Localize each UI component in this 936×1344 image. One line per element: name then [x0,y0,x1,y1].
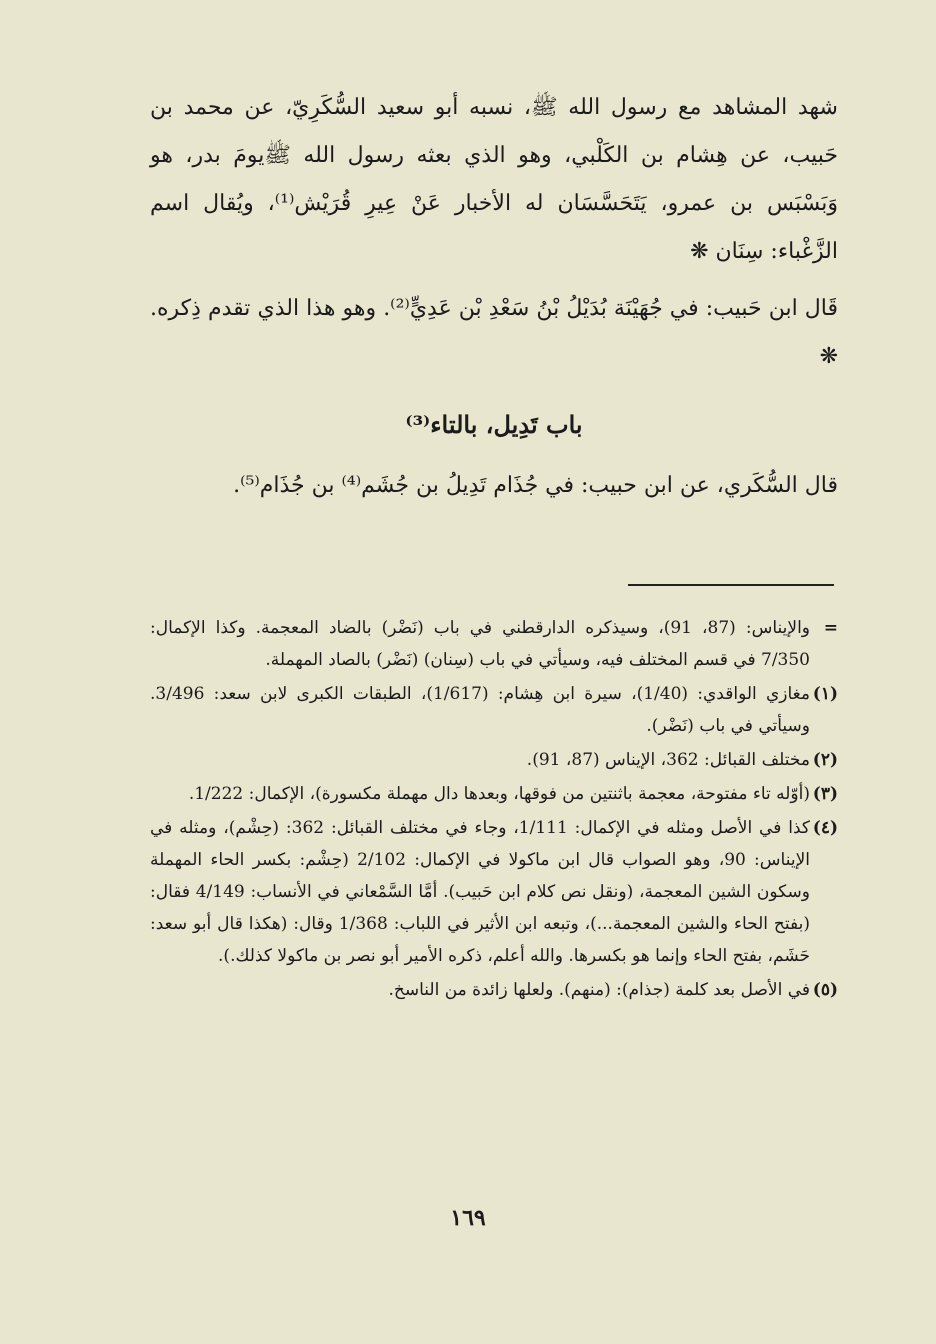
footnote-number: (٤) [812,818,838,838]
footnote-number: (٢) [812,750,838,770]
footnote-number: = [823,618,838,638]
main-paragraph-3: قال السُّكَري، عن ابن حبيب: في جُذَام تَدِيلُ بن جُشَم⁽⁴⁾ بن جُذَام⁽⁵⁾. [233,473,838,498]
footnote-text: مختلف القبائل: 362، الإيناس (87، 91). [526,750,810,770]
footnote-separator [628,584,834,586]
footnote-2 [150,744,838,776]
main-paragraph-1: شهد المشاهد مع رسول الله ﷺ، نسبه أبو سعيد السُّكَرِيّ، عن محمد بن حَبيب، عن هِشام بن الكَلْبي، وهو الذي بعثه رسول الله ﷺيومَ بدر، هو وَبَسْبَس بن عمرو، يَتَحَسَّسَان له الأخبار عَنْ عِيرِ قُرَيْش⁽¹⁾، ويُقال اسم الزَّغْباء: سِنَان ❋ [150,95,838,264]
footnote-1 [150,678,838,742]
footnote-text: في الأصل بعد كلمة (جذام): (منهم). ولعلها زائدة من الناسخ. [388,980,810,1000]
footnote-text: مغازي الواقدي: (1/40)، سيرة ابن هِشام: (1/617)، الطبقات الكبرى لابن سعد: 3/496. وسيأتي في باب (نَضْر). [150,684,810,736]
footnote-5 [150,974,838,1006]
footnote-text: (أوّله تاء مفتوحة، معجمة باثنتين من فوقها، وبعدها دال مهملة مكسورة)، الإكمال: 1/222. [188,784,810,804]
footnote-continuation [150,612,838,676]
footnote-text: كذا في الأصل ومثله في الإكمال: 1/111، وجاء في مختلف القبائل: 362: (حِشْم)، ومثله في الإيناس: 90، وهو الصواب قال ابن ماكولا في الإكمال: 2/102 (حِشْم: بكسر الحاء المهملة وسكون الشين المعجمة، (ونقل نص كلام ابن حَبيب). أمَّا السَّمْعاني في الأنساب: 4/149 فقال: (بفتح الحاء والشين المعجمة...)، وتبعه ابن الأثير في اللباب: 1/368 وقال: (هكذا قال أبو سعد: حَشَم، بفتح الحاء وإنما هو بكسرها. والله أعلم، ذكره الأمير أبو نصر بن ماكولا كذلك.). [150,818,810,966]
footnote-number: (٥) [812,980,838,1000]
footnote-text: والإيناس: (87، 91)، وسيذكره الدارقطني في باب (نَضْر) بالضاد المعجمة. وكذا الإكمال: 7/350 في قسم المختلف فيه، وسيأتي في باب (سِنان) (نَضْر) بالصاد المهملة. [150,618,811,670]
page-number: ١٦٩ [450,1205,486,1231]
main-paragraph-2: قَال ابن حَبيب: في جُهَيْنَة بُدَيْلُ بْنُ سَعْدِ بْن عَدِيٍّ⁽²⁾. وهو هذا الذي تقدم ذِكره. ❋ [150,296,838,369]
section-heading: باب تَدِيل، بالتاء⁽³⁾ [405,410,583,439]
footnotes [150,612,838,1008]
footnote-3 [150,778,838,810]
footnote-number: (٣) [812,784,838,804]
footnote-number: (١) [812,684,838,704]
footnote-4 [150,812,838,972]
